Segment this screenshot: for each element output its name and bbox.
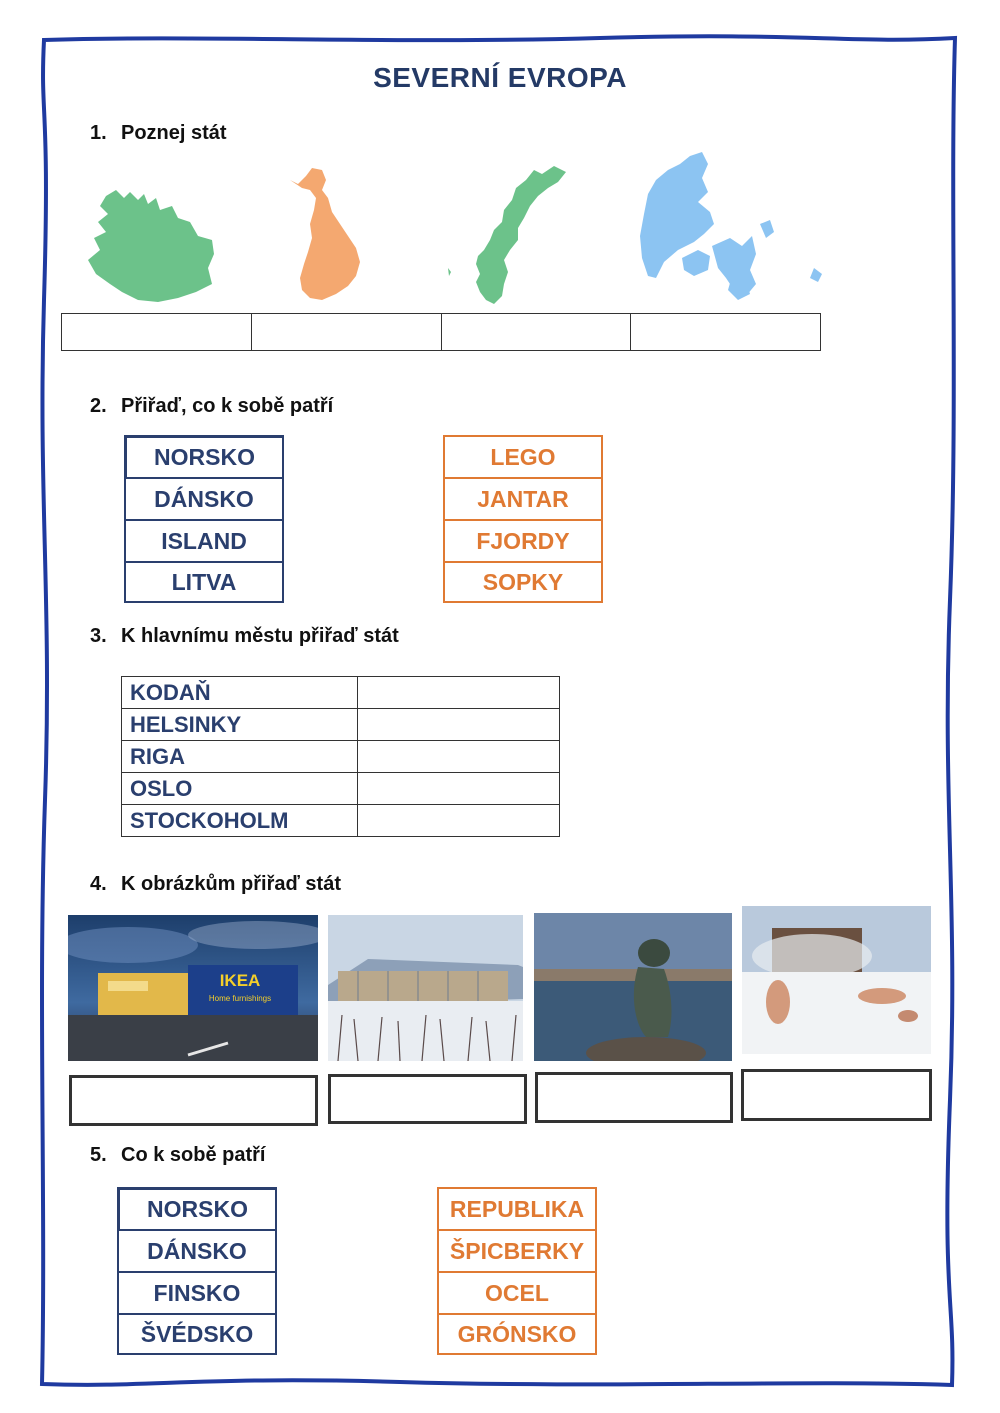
match2-left-item[interactable]: ŠVÉDSKO bbox=[117, 1313, 277, 1355]
ikea-sign-sub: Home furnishings bbox=[208, 994, 272, 1003]
country-answer-cell[interactable] bbox=[358, 805, 560, 837]
capitals-table bbox=[121, 676, 560, 837]
denmark-map-icon bbox=[638, 150, 826, 302]
match2-right-item[interactable]: OCEL bbox=[437, 1271, 597, 1313]
match1-right-item[interactable]: JANTAR bbox=[443, 477, 603, 519]
iceland-map-icon bbox=[86, 188, 216, 302]
section-2-heading: 2. Přiřaď, co k sobě patří bbox=[90, 395, 334, 417]
capital-name: HELSINKY bbox=[122, 709, 358, 741]
match1-right-item[interactable]: LEGO bbox=[443, 435, 603, 477]
match1-left-item[interactable]: ISLAND bbox=[124, 519, 284, 561]
country-answer-cell[interactable] bbox=[358, 677, 560, 709]
table-row bbox=[122, 805, 560, 837]
match2-left-item[interactable]: NORSKO bbox=[117, 1187, 277, 1229]
norway-map-icon bbox=[446, 164, 568, 306]
match1-left-item[interactable]: DÁNSKO bbox=[124, 477, 284, 519]
match2-left-column bbox=[117, 1187, 277, 1355]
answer-cell-iceland[interactable] bbox=[62, 314, 252, 350]
capital-name: RIGA bbox=[122, 741, 358, 773]
section-3-heading: 3. K hlavnímu městu přiřaď stát bbox=[90, 625, 399, 647]
country-answer-cell[interactable] bbox=[358, 709, 560, 741]
section-4-heading: 4. K obrázkům přiřaď stát bbox=[90, 873, 341, 895]
photo-answer-box-2[interactable] bbox=[328, 1074, 527, 1124]
sauna-snow-photo bbox=[742, 906, 931, 1054]
match2-right-item[interactable]: REPUBLIKA bbox=[437, 1187, 597, 1229]
capital-name: OSLO bbox=[122, 773, 358, 805]
page-title: SEVERNÍ EVROPA bbox=[373, 62, 627, 93]
country-answer-cell[interactable] bbox=[358, 773, 560, 805]
answer-cell-denmark[interactable] bbox=[631, 314, 820, 350]
table-row bbox=[122, 773, 560, 805]
capital-name: KODAŇ bbox=[122, 677, 358, 709]
match1-right-item[interactable]: SOPKY bbox=[443, 561, 603, 603]
little-mermaid-photo bbox=[534, 913, 732, 1061]
match1-left-item[interactable]: NORSKO bbox=[124, 435, 284, 477]
section-1-heading: 1. Poznej stát bbox=[90, 122, 227, 144]
match2-right-column bbox=[437, 1187, 597, 1355]
match2-right-item[interactable]: ŠPICBERKY bbox=[437, 1229, 597, 1271]
section-5-heading: 5. Co k sobě patří bbox=[90, 1144, 266, 1166]
ikea-sign: IKEA bbox=[219, 971, 261, 990]
answer-cell-norway[interactable] bbox=[442, 314, 632, 350]
table-row bbox=[122, 709, 560, 741]
answer-cell-finland[interactable] bbox=[252, 314, 442, 350]
match1-right-item[interactable]: FJORDY bbox=[443, 519, 603, 561]
match2-left-item[interactable]: FINSKO bbox=[117, 1271, 277, 1313]
table-row bbox=[122, 741, 560, 773]
photo-answer-box-3[interactable] bbox=[535, 1072, 733, 1123]
match1-left-column bbox=[124, 435, 284, 603]
match1-left-item[interactable]: LITVA bbox=[124, 561, 284, 603]
ikea-store-photo bbox=[68, 915, 318, 1061]
table-row bbox=[122, 677, 560, 709]
match2-left-item[interactable]: DÁNSKO bbox=[117, 1229, 277, 1271]
section-1-answer-row bbox=[61, 313, 821, 351]
photo-answer-box-4[interactable] bbox=[741, 1069, 932, 1121]
match1-right-column bbox=[443, 435, 603, 603]
country-answer-cell[interactable] bbox=[358, 741, 560, 773]
greenhouse-photo bbox=[328, 915, 523, 1061]
finland-map-icon bbox=[288, 166, 362, 302]
photo-answer-box-1[interactable] bbox=[69, 1075, 318, 1126]
match2-right-item[interactable]: GRÓNSKO bbox=[437, 1313, 597, 1355]
capital-name: STOCKOHOLM bbox=[122, 805, 358, 837]
